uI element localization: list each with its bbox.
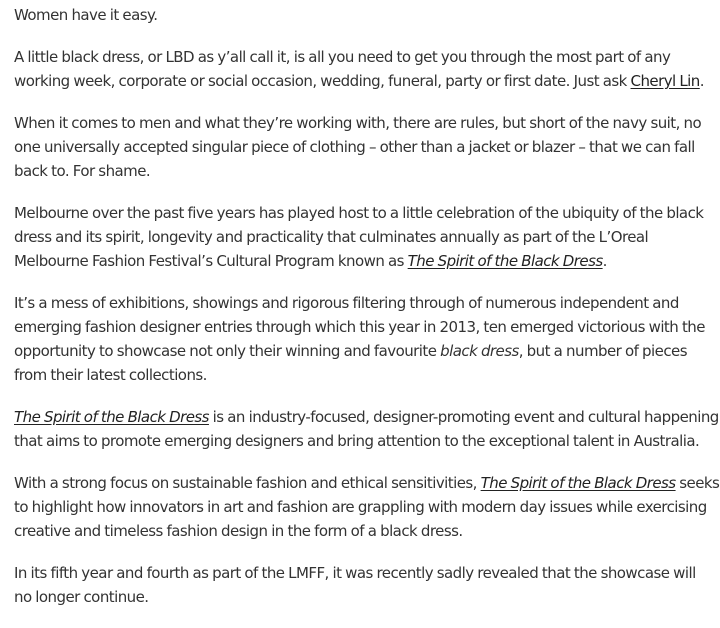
spirit-black-dress-link-1[interactable] [408,252,603,270]
black-dress-emphasis: black dress [440,342,519,360]
sustainable-line-1-end: seeks [675,474,720,492]
intro-text: Women have it easy. [14,6,158,24]
paragraph-intro [14,3,706,27]
sustainable-line-2: to highlight how innovators in art and fashion are grappling with modern day issues while exercising [14,498,707,516]
lbd-line-1: A little black dress, or LBD as y’all call it, is all you need to get you through the most part of any [14,48,671,66]
exhibitions-line-3: opportunity to showcase not only their winning and favourite [14,342,441,360]
sustainable-line-1: With a strong focus on sustainable fashion and ethical sensitivities, [14,474,481,492]
article-body [14,3,720,627]
paragraph-sustainable [14,471,720,543]
exhibitions-line-2: emerging fashion designer entries through which this year in 2013, ten emerged victorious with the [14,318,705,336]
spirit-black-dress-link-3[interactable] [481,474,676,492]
industry-line-1: is an industry-focused, designer-promoting event and cultural happening [208,408,719,426]
men-line-1: When it comes to men and what they’re working with, there are rules, but short of the navy suit, no [14,114,702,132]
spirit-link-text: The Spirit of the Black Dress [480,474,676,492]
melbourne-line-1: Melbourne over the past five years has played host to a little celebration of the ubiquity of the black [14,204,704,222]
melbourne-line-2: dress and its spirit, longevity and practicality that culminates annually as part of the L’Oreal [14,228,649,246]
spirit-link-text: The Spirit of the Black Dress [407,252,603,270]
spirit-link-text: The Spirit of the Black Dress [14,408,209,426]
lbd-line-2: working week, corporate or social occasion, wedding, funeral, party or first date. Just ask [14,72,631,90]
exhibitions-line-1: It’s a mess of exhibitions, showings and rigorous filtering through of numerous independent and [14,294,679,312]
paragraph-fifth-year [14,561,706,609]
men-line-2: one universally accepted singular piece of clothing – other than a jacket or blazer – that we can fall [14,138,695,156]
lbd-period: . [699,72,704,90]
exhibitions-line-3-end: , but a number of pieces [518,342,687,360]
sustainable-line-3: creative and timeless fashion design in the form of a black dress. [14,522,463,540]
melbourne-period: . [602,252,607,270]
spirit-black-dress-link-2[interactable] [14,408,209,426]
paragraph-lbd [14,45,706,93]
paragraph-industry [14,405,719,453]
exhibitions-line-4: from their latest collections. [14,366,207,384]
paragraph-melbourne [14,201,706,273]
paragraph-men-rules [14,111,706,183]
industry-line-2: that aims to promote emerging designers and bring attention to the exceptional talent in Australia. [14,432,700,450]
paragraph-exhibitions [14,291,706,387]
cheryl-lin-link[interactable]: Cheryl Lin [630,72,700,90]
melbourne-line-3: Melbourne Fashion Festival’s Cultural Program known as [14,252,408,270]
fifth-year-line-2: no longer continue. [14,588,149,606]
fifth-year-line-1: In its fifth year and fourth as part of the LMFF, it was recently sadly revealed that the showcase will [14,564,696,582]
men-line-3: back to. For shame. [14,162,151,180]
